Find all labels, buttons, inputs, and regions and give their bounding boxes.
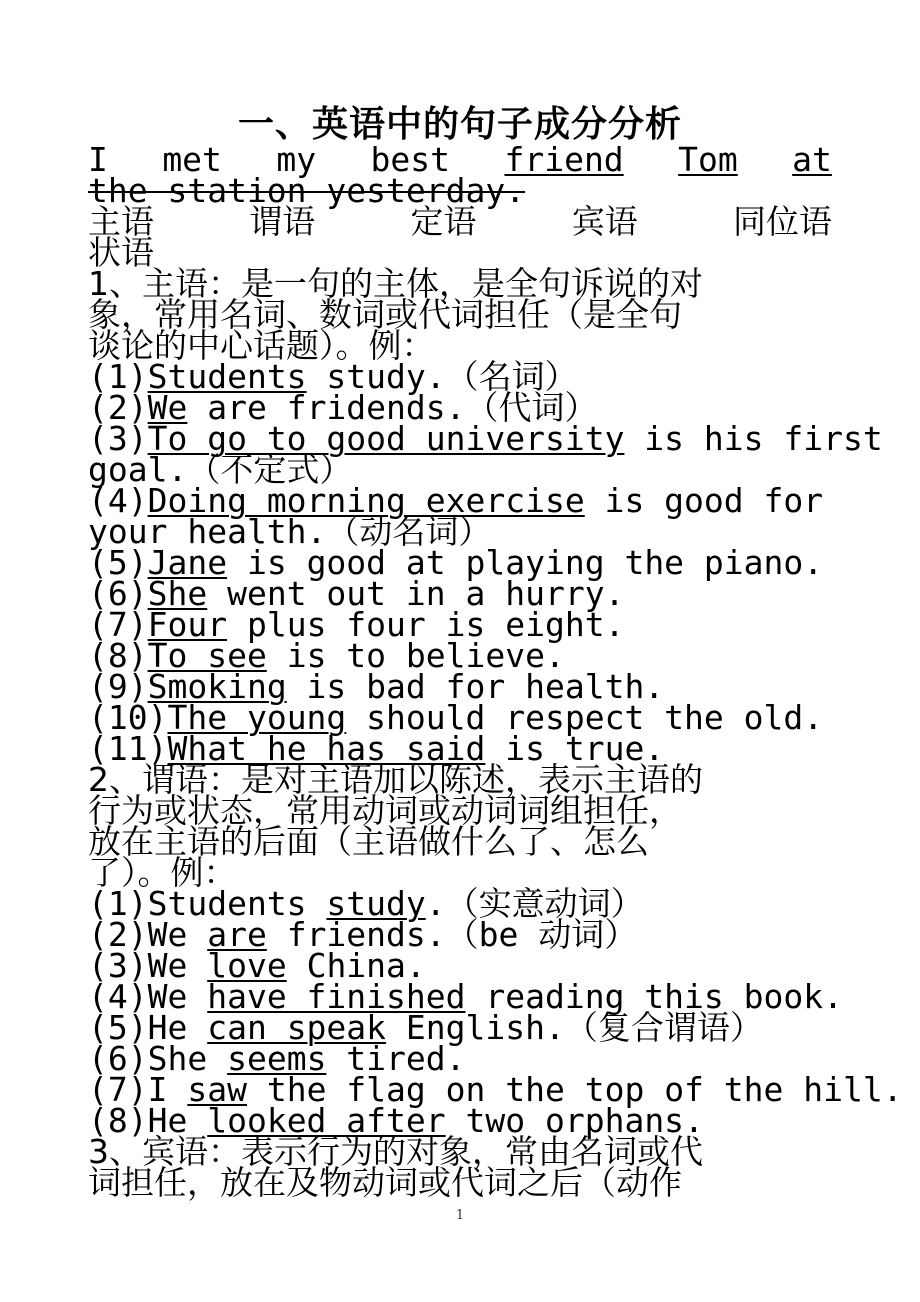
item-underlined: The young	[167, 698, 347, 737]
item-text: went out in a hurry.	[207, 574, 625, 613]
item-underlined: Smoking	[147, 667, 287, 706]
example-word: met	[162, 140, 222, 179]
item-number: (3)	[88, 946, 148, 985]
item-underlined: looked after	[207, 1101, 446, 1140]
example-roles	[88, 202, 832, 241]
role-label: 谓语	[249, 202, 316, 241]
item-text: friends.（be 动词）	[266, 915, 638, 954]
example-word: best	[370, 140, 451, 179]
example-word: Tom	[678, 140, 738, 179]
item-underlined: To go to good university	[147, 419, 625, 458]
item-number: (5)	[88, 543, 148, 582]
item-number: (4)	[88, 977, 148, 1016]
item-text: tired.	[326, 1039, 466, 1078]
section1-intro: 象，常用名词、数词或代词担任（是全句	[88, 295, 682, 334]
item-number: (7)	[88, 605, 148, 644]
example-word: I	[88, 140, 108, 179]
document-body	[88, 140, 903, 1202]
item-text: is good for	[584, 481, 824, 520]
item-text: is bad for health.	[286, 667, 665, 706]
item-subject: We	[147, 946, 208, 985]
section2-intro: 了）。例：	[88, 853, 237, 892]
role-label: 状语	[88, 233, 154, 272]
item-text: study.（名词）	[306, 357, 578, 396]
item-underlined: seems	[227, 1039, 327, 1078]
item-text: English.（复合谓语）	[386, 1008, 763, 1047]
item-number: (8)	[88, 1101, 148, 1140]
item-subject: She	[147, 1039, 228, 1078]
section1-intro: 谈论的中心话题）。例：	[88, 326, 435, 365]
item-underlined: She	[147, 574, 208, 613]
item-number: (10)	[88, 698, 168, 737]
item-subject: He	[147, 1008, 208, 1047]
item-underlined: Four	[147, 605, 228, 644]
item-number: (1)	[88, 884, 148, 923]
role-label: 主语	[88, 202, 154, 241]
item-number: (2)	[88, 388, 148, 427]
item-text: your health.（动名词）	[88, 512, 492, 551]
item-number: (9)	[88, 667, 148, 706]
item-underlined: Doing morning exercise	[147, 481, 585, 520]
item-underlined: What he has said	[167, 729, 486, 768]
item-subject: We	[147, 977, 208, 1016]
item-subject: I	[147, 1070, 188, 1109]
item-text: goal.（不定式）	[88, 450, 353, 489]
item-text: .（实意动词）	[425, 884, 644, 923]
item-number: (11)	[88, 729, 168, 768]
item-number: (5)	[88, 1008, 148, 1047]
section2-intro: 2、谓语：是对主语加以陈述，表示主语的	[88, 760, 703, 799]
item-underlined: Students	[147, 357, 307, 396]
example-word: friend	[504, 140, 624, 179]
page-number: 1	[455, 1208, 465, 1223]
item-text: plus four is eight.	[227, 605, 625, 644]
section2-intro: 行为或状态，常用动词或动词词组担任，	[88, 791, 682, 830]
item-subject: He	[147, 1101, 208, 1140]
item-underlined: saw	[187, 1070, 247, 1109]
role-label: 定语	[410, 202, 477, 241]
item-underlined: To see	[147, 636, 267, 675]
item-underlined: Jane	[147, 543, 228, 582]
item-text: the flag on the top of the hill.	[246, 1070, 903, 1109]
item-subject: We	[147, 915, 208, 954]
item-text: are fridends.（代词）	[187, 388, 598, 427]
item-underlined: study	[326, 884, 426, 923]
item-text: is true.	[485, 729, 665, 768]
item-underlined: We	[147, 388, 188, 427]
item-number: (7)	[88, 1070, 148, 1109]
item-text: reading this book.	[465, 977, 843, 1016]
page-title: 一、英语中的句子成分分析	[237, 104, 682, 145]
item-number: (4)	[88, 481, 148, 520]
item-number: (8)	[88, 636, 148, 675]
item-text: is to believe.	[266, 636, 565, 675]
item-underlined: love	[207, 946, 287, 985]
item-text: is good at playing the piano.	[227, 543, 824, 582]
item-number: (6)	[88, 1039, 148, 1078]
item-text: is his first	[624, 419, 883, 458]
item-subject: Students	[147, 884, 327, 923]
role-label: 同位语	[733, 202, 832, 241]
example-word: my	[276, 140, 317, 179]
section3-intro: 词担任，放在及物动词或代词之后（动作	[88, 1163, 682, 1202]
section3-intro: 3、宾语：表示行为的对象，常由名词或代	[88, 1132, 703, 1171]
role-label: 宾语	[571, 202, 638, 241]
item-text: China.	[286, 946, 426, 985]
item-number: (2)	[88, 915, 148, 954]
example-word: at	[792, 140, 832, 179]
item-number: (6)	[88, 574, 148, 613]
item-text: should respect the old.	[346, 698, 824, 737]
item-number: (1)	[88, 357, 148, 396]
section2-intro: 放在主语的后面（主语做什么了、怎么	[88, 822, 649, 861]
item-text: two orphans.	[445, 1101, 704, 1140]
section1-intro: 1、主语：是一句的主体，是全句诉说的对	[88, 264, 703, 303]
item-number: (3)	[88, 419, 148, 458]
item-underlined: have finished	[207, 977, 466, 1016]
item-underlined: can speak	[207, 1008, 387, 1047]
example-line2: the station yesterday.	[88, 171, 526, 210]
item-underlined: are	[207, 915, 267, 954]
